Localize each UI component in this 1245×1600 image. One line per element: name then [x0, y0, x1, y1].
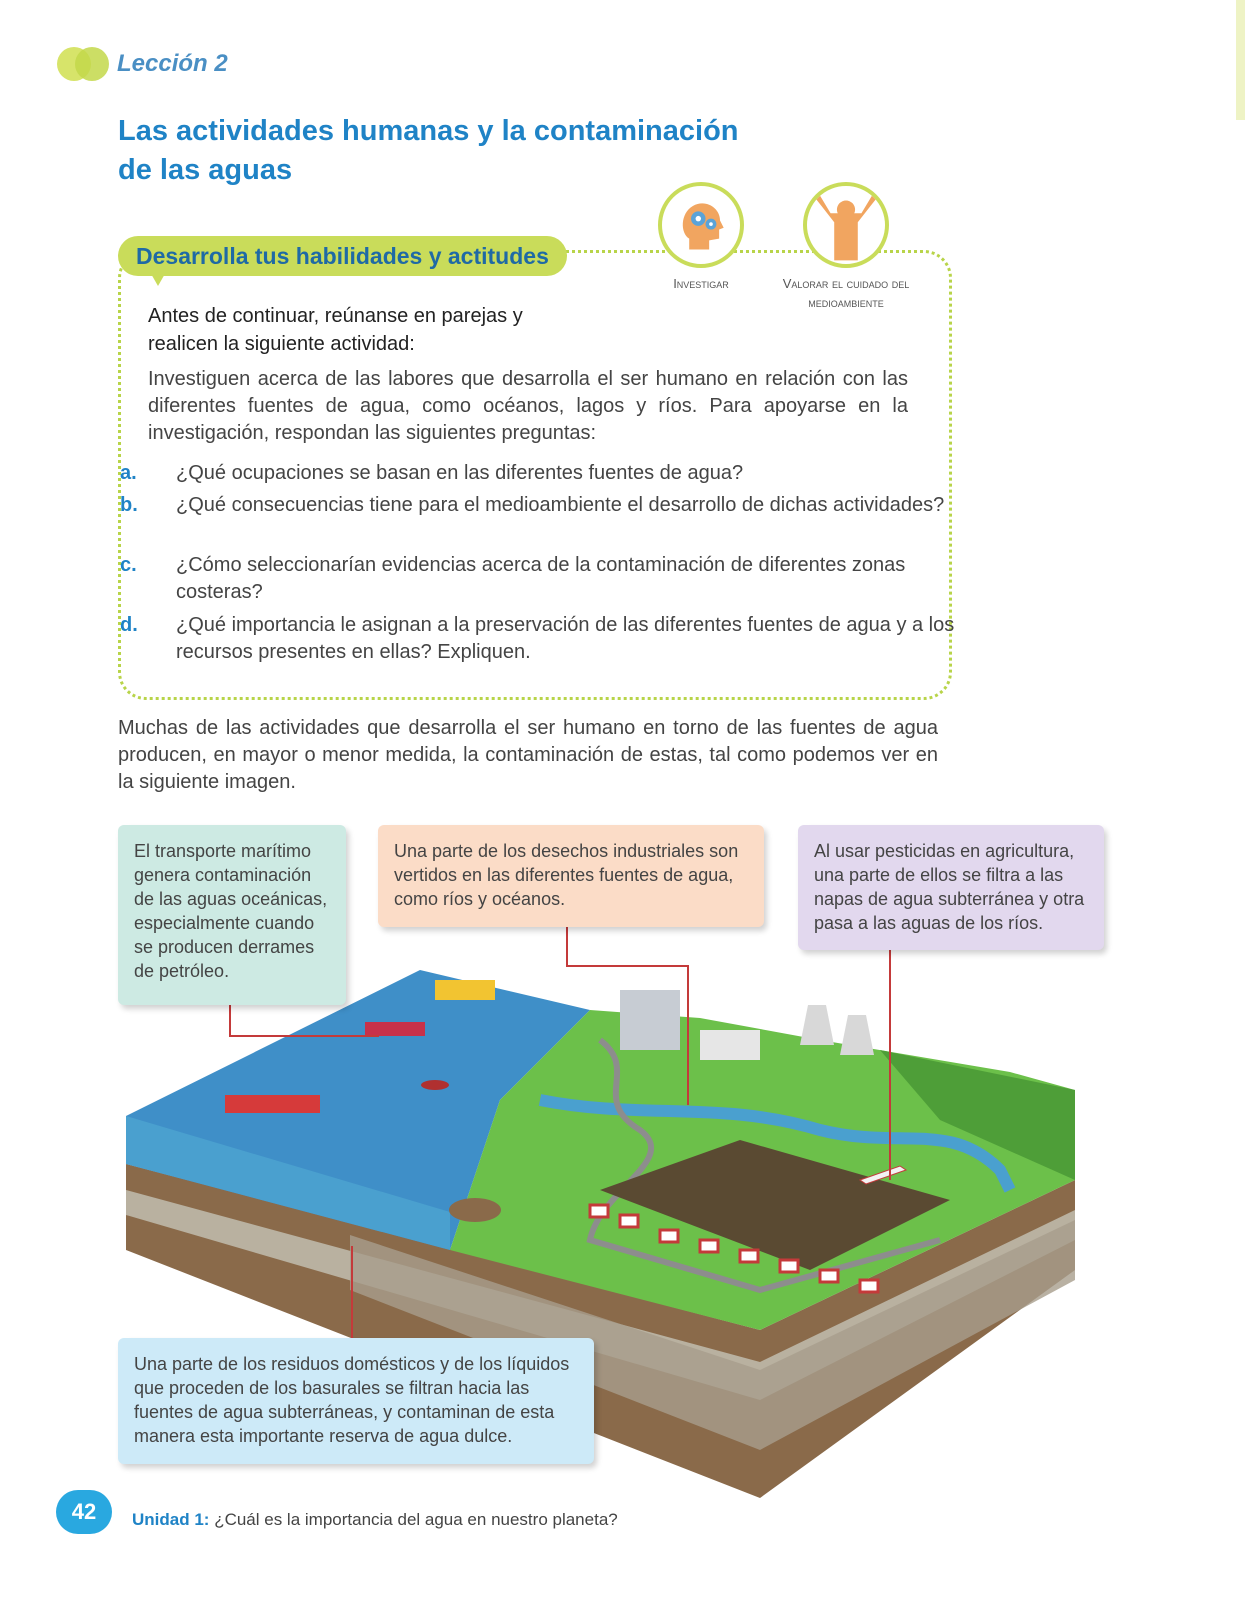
question-letter: c. — [120, 554, 137, 576]
question-a — [120, 460, 956, 487]
activity-intro: Antes de continuar, reúnanse en parejas y realicen la siguiente actividad: — [148, 305, 523, 355]
lesson-circles-icon — [56, 46, 110, 82]
boat — [421, 1080, 449, 1090]
connector-line — [566, 926, 568, 966]
connector-line — [687, 965, 689, 1105]
landfill — [449, 1198, 501, 1222]
question-d — [120, 612, 956, 666]
footer — [132, 1510, 618, 1530]
skill-label-investigar: Investigar — [673, 276, 729, 291]
connector-line — [229, 1003, 231, 1036]
connector-line — [351, 1246, 353, 1338]
person-arms-raised-icon — [803, 182, 889, 268]
question-text: ¿Qué importancia le asignan a la preservación de las diferentes fuentes de agua y a los recursos presentes en ellas? Expliquen. — [176, 614, 955, 663]
callout-industrial: Una parte de los desechos industriales son vertidos en las diferentes fuentes de agua, como ríos y océanos. — [378, 825, 764, 927]
activity-tab-pointer — [150, 272, 166, 286]
cooling-tower — [840, 1015, 874, 1055]
footer-unit-title: ¿Cuál es la importancia del agua en nuestro planeta? — [214, 1510, 618, 1529]
page-edge-stripe — [1236, 0, 1245, 120]
city-buildings — [620, 990, 680, 1050]
lesson-label: Lección 2 — [117, 50, 228, 77]
callout-pesticides: Al usar pesticidas en agricultura, una parte de ellos se filtra a las napas de agua subterránea y otra pasa a las aguas de los ríos. — [798, 825, 1104, 950]
ship — [225, 1095, 320, 1113]
industrial-plant — [700, 1030, 760, 1060]
question-b — [120, 492, 956, 519]
connector-line — [229, 1035, 379, 1037]
oil-rig — [435, 980, 495, 1000]
callout-domestic: Una parte de los residuos domésticos y de los líquidos que proceden de los basurales se filtran hacia las fuentes de agua subterráneas, y contaminan de esta manera esta importante reserva de agua dulce. — [118, 1338, 594, 1464]
brain-gears-icon — [658, 182, 744, 268]
cooling-tower — [800, 1005, 834, 1045]
connector-line — [889, 950, 891, 1180]
question-c — [120, 552, 956, 606]
question-letter: b. — [120, 494, 138, 516]
connector-line — [566, 965, 688, 967]
question-text: ¿Qué ocupaciones se basan en las diferentes fuentes de agua? — [176, 462, 744, 484]
question-letter: a. — [120, 462, 137, 484]
skill-investigar — [656, 182, 746, 291]
activity-instructions: Investiguen acerca de las labores que desarrolla el ser humano en relación con las diferentes fuentes de agua, como océanos, lagos y ríos. Para apoyarse en la investigación, respondan las siguientes preguntas: — [148, 368, 908, 444]
activity-tab: Desarrolla tus habilidades y actitudes — [118, 236, 567, 276]
skill-valorar — [772, 182, 920, 312]
question-text: ¿Cómo seleccionarían evidencias acerca de la contaminación de diferentes zonas costeras? — [176, 554, 906, 603]
footer-unit-label: Unidad 1: — [132, 1510, 210, 1529]
question-letter: d. — [120, 614, 138, 636]
callout-maritime: El transporte marítimo genera contaminación de las aguas oceánicas, especialmente cuando se producen derrames de petróleo. — [118, 825, 346, 1005]
page-title: Las actividades humanas y la contaminación de las aguas — [118, 115, 739, 186]
ship — [365, 1022, 425, 1036]
body-paragraph: Muchas de las actividades que desarrolla el ser humano en torno de las fuentes de agua producen, en mayor o menor medida, la contaminación de estas, tal como podemos ver en la siguiente imagen. — [118, 717, 938, 793]
question-text: ¿Qué consecuencias tiene para el medioambiente el desarrollo de dichas actividades? — [176, 494, 945, 516]
skill-label-valorar: Valorar el cuidado del medioambiente — [782, 276, 910, 310]
page-number: 42 — [56, 1490, 112, 1534]
